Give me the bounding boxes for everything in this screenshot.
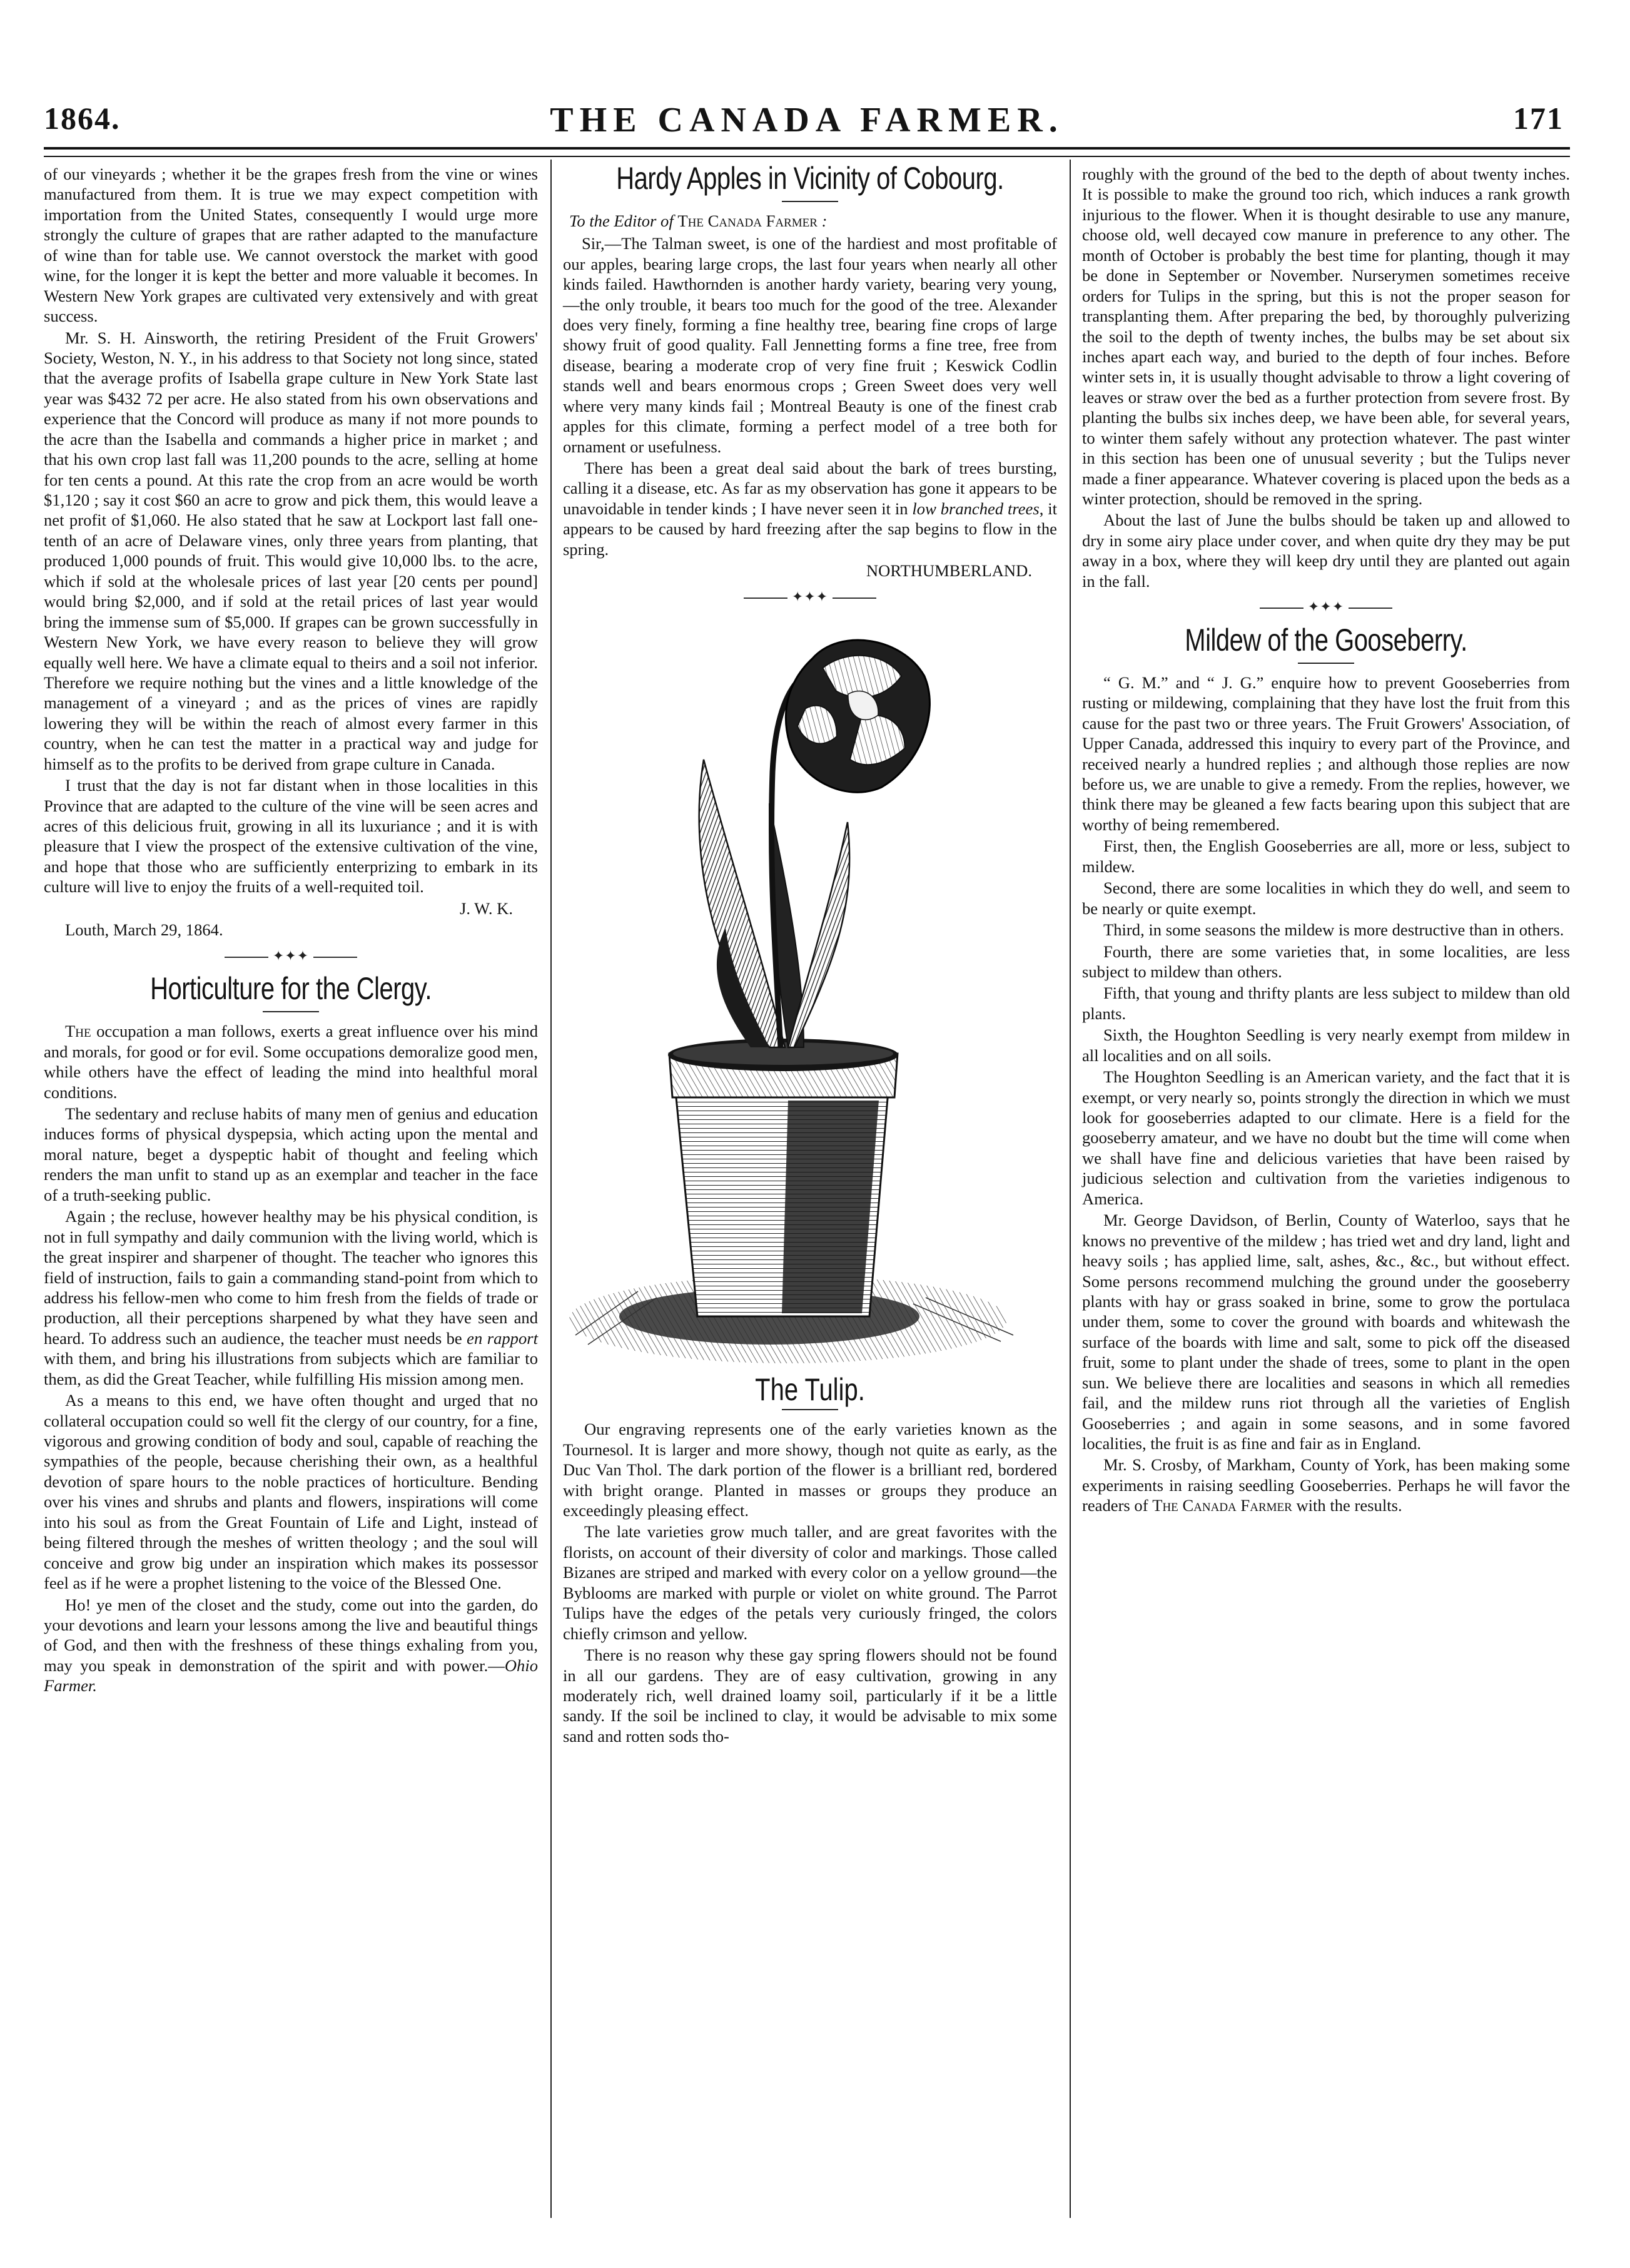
- heading-rule: [782, 201, 838, 202]
- article-paragraph: First, then, the English Gooseberries are all, more or less, subject to mildew.: [1082, 837, 1570, 876]
- page-number: 171: [1513, 101, 1564, 136]
- article-signature: NORTHUMBERLAND.: [866, 561, 1032, 581]
- paragraph-text: Mr. S. Crosby, of Markham, County of York, has been making some experiments in raising seedling Gooseberries. Perhaps he will favor the readers of: [1082, 1455, 1570, 1515]
- article-paragraph: roughly with the ground of the bed to the depth of about twenty inches. It is possible to make the ground too rich, which induces a rank growth injurious to the flower. When it is thought desirable to use any manure, choose old, well decayed cow manure in preference to any other. The month of October is probably the best time for planting, though it may be done in September or November. Nurserymen sometimes receive orders for Tulips in the spring, but this is not the proper season for transplanting them. After preparing the bed, by thoroughly pulverizing the soil to the depth of twenty inches, the bulbs may be set about six inches apart each way, and buried to the depth of four inches. Before winter sets in, it is usually thought advisable to throw a light covering of leaves or straw over the bed as a further protection from severe frost. By planting the bulbs six inches deep, we have been able, for several years, to winter them safely without any protection whatever. The past winter in this section has been one of unusual severity ; but the Tulips never made a finer appearance. Whatever covering is placed upon the beds as a winter protection, should be removed in the spring.: [1082, 165, 1570, 508]
- article-paragraph: Fourth, there are some varieties that, in some localities, are less subject to mildew than others.: [1082, 942, 1570, 981]
- article-signature: J. W. K.: [460, 898, 513, 918]
- tulip-illustration: [563, 616, 1057, 1373]
- column-2: [563, 161, 1057, 1747]
- column-1: [44, 164, 538, 1697]
- article-dateline: Louth, March 29, 1864.: [65, 920, 223, 940]
- italic-text: en rapport: [467, 1328, 538, 1348]
- paragraph-text: Ho! ye men of the closet and the study, come out into the garden, do your devotions and learn your lessons among the live and beautiful things of God, and then with the freshness of these things exhaling from you, may you speak in demonstration of the spirit and with power.—: [44, 1595, 538, 1675]
- article-paragraph: Our engraving represents one of the early varieties known as the Tournesol. It is larger and more showy, though not quite as early, as the Duc Van Thol. The dark portion of the flower is a brilliant red, bordered with bright orange. Planted in masses or groups they produce an exceedingly pleasing effect.: [563, 1420, 1057, 1520]
- column-divider: [550, 160, 552, 2218]
- addressee-text: To the Editor of: [569, 211, 678, 230]
- article-paragraph: The Houghton Seedling is an American variety, and the fact that it is exempt, or very nearly so, points strongly the direction in which we must look for gooseberries adapted to our climate. Here is a field for the gooseberry amateur, and we have no doubt but the time will come when we shall have fine and delicious varieties that have been raised by judicious selection and cultivation from the varieties indigenous to America.: [1082, 1067, 1570, 1208]
- italic-text: low branched trees: [912, 499, 1040, 518]
- tulip-flower: [769, 624, 944, 807]
- article-paragraph: Third, in some seasons the mildew is more destructive than in others.: [1103, 920, 1564, 940]
- heading-rule: [1298, 663, 1354, 664]
- article-paragraph: As a means to this end, we have often thought and urged that no collateral occupation could so well fit the clergy of our country, for a fine, vigorous and growing condition of body and soul, capable of reaching the sympathies of the people, because cherishing their own, as a healthful devotion of spare hours to the noble practices of horticulture. Bending over his vines and shrubs and plants and flowers, inspirations will come into his soul as from the Great Fountain of Life and Light, instead of being filtered through the meshes of written theology ; and the soul will conceive and grow big under an inspiration which makes its possessor feel as if he were a prophet listening to the voice of the Blessed One.: [44, 1391, 538, 1593]
- section-ornament: ✦✦✦: [563, 589, 1057, 606]
- article-paragraph: Sixth, the Houghton Seedling is very nearly exempt from mildew in all localities and on all soils.: [1082, 1025, 1570, 1065]
- masthead: [44, 94, 1570, 150]
- article-paragraph: There is no reason why these gay spring flowers should not be found in all our gardens. They are of easy cultivation, growing in any moderately rich, well drained loamy soil, particularly if it be a little sandy. If the soil be inclined to clay, it would be advisable to mix some sand and rotten sods tho-: [563, 1645, 1057, 1746]
- article-paragraph: [563, 458, 1057, 559]
- lead-word: The: [65, 1022, 91, 1041]
- masthead-rule: [44, 147, 1570, 157]
- article-paragraph: “ G. M.” and “ J. G.” enquire how to prevent Gooseberries from rusting or mildewing, complaining that they have lost the fruit from this cause for the past two or three years. The Fruit Growers' Association, of Upper Canada, addressed this inquiry to every part of the Province, and received nearly a hundred replies ; and although those replies are now before us, we are unable to give a remedy. From the replies, however, we think there may be gleaned a few facts bearing upon this subject that are worthy of being remembered.: [1082, 673, 1570, 834]
- article-heading: Mildew of the Gooseberry.: [1185, 623, 1467, 658]
- paragraph-text: , it appears to be caused by hard freezing after the sap begins to flow in the spring.: [563, 499, 1057, 559]
- article-paragraph: The late varieties grow much taller, and are great favorites with the florists, on account of their diversity of color and markings. Those called Bizanes are striped and marked with every color on a yellow ground—the Byblooms are marked with purple or violet on white ground. The Parrot Tulips have the edges of the petals very curiously fringed, the colors chiefly crimson and yellow.: [563, 1522, 1057, 1643]
- newspaper-title: THE CANADA FARMER.: [550, 101, 1064, 140]
- article-paragraph: Mr. George Davidson, of Berlin, County of Waterloo, says that he knows no preventive of the mildew ; has tried wet and dry land, light and heavy soils ; has applied lime, salt, ashes, &c., &c., but without effect. Some persons recommend mulching the ground under the gooseberry plants with hay or grass soaked in brine, some to grow the portulaca under them, some to cover the ground with boards and whitewash the surface of the boards with lime and salt, some to pick off the diseased fruit, some to plant under the shade of trees, some to plant in the open sun. We believe there are localities and seasons in which all remedies fail, and the mildew runs riot through all the varieties of English Gooseberries ; and again in some seasons, and in some favored localities, the fruit is as fine and fair as in England.: [1082, 1211, 1570, 1453]
- figure-caption: The Tulip.: [755, 1372, 865, 1407]
- article-paragraph: [44, 1206, 538, 1389]
- source-credit: Ohio Farmer.: [44, 1655, 538, 1696]
- article-paragraph: The sedentary and recluse habits of many men of genius and education induces forms of physical dyspepsia, which acting upon the mental and moral nature, beget a dyspeptic habit of thought and feeling which renders the man unfit to stand up as an exemplar and teacher in the face of a truth-seeking public.: [44, 1104, 538, 1204]
- paragraph-text: occupation a man follows, exerts a great influence over his mind and morals, for good or for evil. Some occupations demoralize good men, while others have the effect of leading the mind into healthful moral conditions.: [44, 1022, 538, 1102]
- column-divider: [1070, 160, 1071, 2218]
- paragraph-text: with them, and bring his illustrations from subjects which are familiar to them, as did the Great Teacher, while fulfilling His mission among men.: [44, 1349, 538, 1388]
- article-paragraph: [1082, 1455, 1570, 1515]
- article-paragraph: [44, 1595, 538, 1696]
- letter-addressee: [563, 211, 1057, 231]
- heading-rule: [263, 1011, 319, 1012]
- article-paragraph: Sir,—The Talman sweet, is one of the hardiest and most profitable of our apples, bearing large crops, the last four years when nearly all other kinds failed. Hawthornden is another hardy variety, bearing very young,—the only trouble, it bears too much for the good of the tree. Alexander does very finely, forming a fine healthy tree, bearing fine crops of large showy fruit of good quality. Fall Jennetting forms a fine tree, free from disease, bearing a moderate crop of very fine fruit ; Keswick Codlin stands well and bears enormous crops ; Green Sweet does very well where very many kinds fail ; Montreal Beauty is one of the finest crab apples for this climate, forming a perfect model of a tree both for ornament or usefulness.: [563, 234, 1057, 456]
- article-paragraph: Fifth, that young and thrifty plants are less subject to mildew than old plants.: [1082, 984, 1570, 1023]
- section-ornament: ✦✦✦: [44, 948, 538, 965]
- publication-name: The Canada Farmer: [677, 211, 818, 230]
- article-heading: Horticulture for the Clergy.: [150, 972, 432, 1007]
- article-paragraph: [44, 1021, 538, 1102]
- addressee-text: :: [817, 211, 828, 230]
- publication-name: The Canada Farmer: [1152, 1496, 1292, 1515]
- article-paragraph: Second, there are some localities in which they do well, and seem to be nearly or quite exempt.: [1082, 878, 1570, 918]
- paragraph-text: Again ; the recluse, however healthy may be his physical condition, is not in full sympathy and daily communion with the living world, which is the great inspirer and sharpener of thought. The teacher who ignores this field of instruction, fails to gain a commanding stand-point from which to address his fellow-men who come to him fresh from the fields of trade or production, all their perceptions sharpened by what they have seen and heard. To address such an audience, the teacher must needs be: [44, 1207, 538, 1348]
- article-paragraph: About the last of June the bulbs should be taken up and allowed to dry in some airy place under cover, and when quite dry they may be put away in a box, where they will keep dry until they are planted out again in the fall.: [1082, 511, 1570, 591]
- paragraph-text: There has been a great deal said about the bark of trees bursting, calling it a disease, etc. As far as my observation has gone it appears to be unavoidable in tender kinds ; I have never seen it in: [563, 459, 1057, 518]
- section-ornament: ✦✦✦: [1082, 599, 1570, 616]
- column-3: [1082, 164, 1570, 1517]
- article-paragraph: Mr. S. H. Ainsworth, the retiring President of the Fruit Growers' Society, Weston, N. Y., in his address to that Society not long since, stated that the average profits of Isabella grape culture in New York State last year was $432 72 per acre. He also stated from his own observations and experience that the Concord will produce as many if not more pounds to the acre than the Isabella and commands a higher price in market ; and that his own crop last fall was 11,200 pounds to the acre, selling at home for ten cents a pound. At this rate the crop from an acre would be worth $1,120 ; say it cost $60 an acre to grow and pick them, this would leave a net profit of $1,060. He also stated that he saw at Lockport last fall one-tenth of an acre of Delaware vines, only three years from planting, that produced 1,000 pounds of fruit. This would give 10,000 lbs. to the acre, which if sold at the wholesale prices of last year [20 cents per pound] would bring $2,000, and if sold at the retail prices of last year would bring the immense sum of $5,000. If grapes can be grown successfully in Western New York, we have every reason to believe they will grow equally well here. We have a climate equal to theirs and a soil not inferior. Therefore we require nothing but the vines and a little knowledge of the management of a vineyard ; and as the prices of vines are rapidly lowering they will be within the reach of almost every farmer in this country, when he can test the matter in a practical way and judge for himself as to the profits to be derived from grape culture in Canada.: [44, 328, 538, 773]
- article-heading: Hardy Apples in Vicinity of Cobourg.: [616, 161, 1004, 196]
- issue-year: 1864.: [44, 101, 121, 136]
- article-paragraph: I trust that the day is not far distant when in those localities in this Province that are adapted to the culture of the vine will be seen acres and acres of this delicious fruit, growing in all its luxuriance ; and it is with pleasure that I view the prospect of the extensive cultivation of the vine, and hope that those who are sufficiently enterprizing to embark in its culture will live to enjoy the fruits of a well-requited toil.: [44, 776, 538, 897]
- article-paragraph: of our vineyards ; whether it be the grapes fresh from the vine or wines manufactured from them. It is true we may expect competition with importation from the United States, consequently I would urge more strongly the culture of grapes that are rather adapted to the manufacture of wine than for table use. We cannot overstock the market with good wine, for the longer it is kept the better and more valuable it becomes. In Western New York grapes are cultivated very extensively and with great success.: [44, 165, 538, 326]
- paragraph-text: with the results.: [1292, 1496, 1402, 1515]
- tulip-engraving: [563, 616, 1057, 1373]
